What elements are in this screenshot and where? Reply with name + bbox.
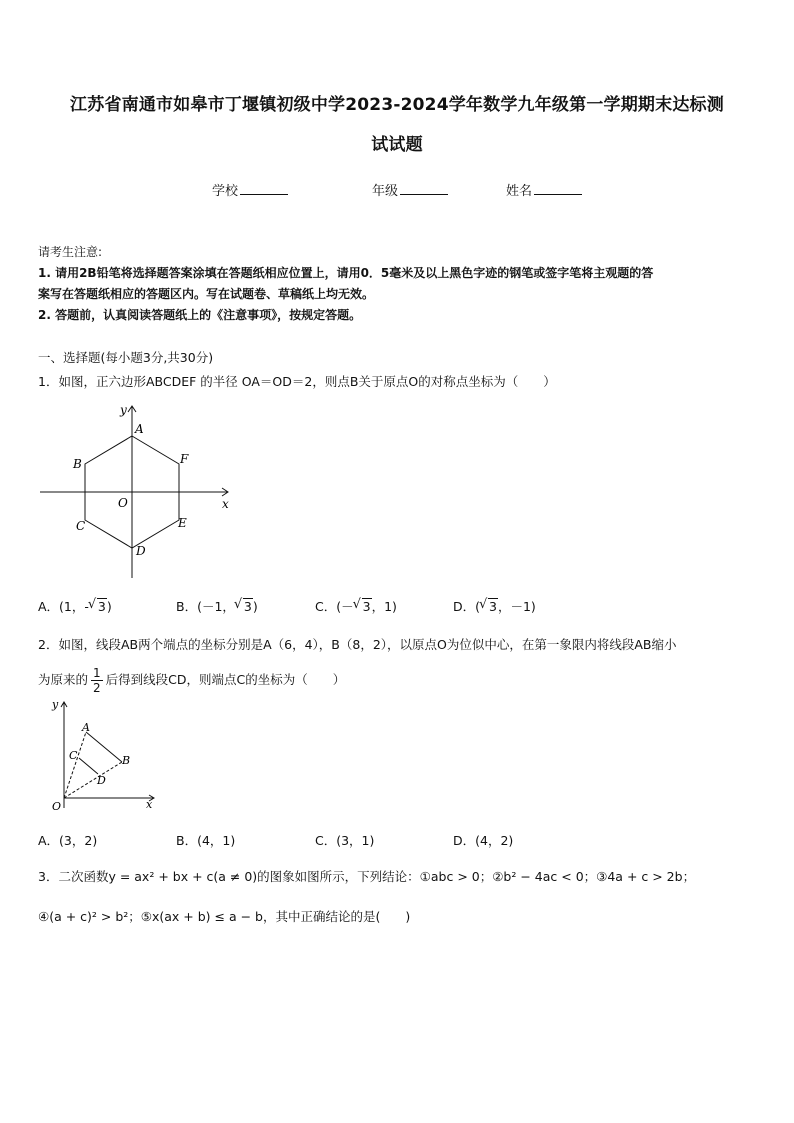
q3-line1: 3．二次函数y = ax² + bx + c(a ≠ 0)的图象如图所示，下列结论：①abc > 0；②b² − 4ac < 0；③4a + c > 2b；	[38, 869, 696, 884]
section-title: 一、选择题(每小题3分,共30分)	[38, 350, 214, 365]
q1-label-x: x	[222, 497, 229, 511]
q2-label-B: B	[122, 754, 131, 767]
q2-label-y: y	[52, 698, 59, 711]
q2-fraction: $\frac{1}{2}$	[93, 666, 101, 695]
notice-item1: 1. 请用2B铅笔将选择题答案涂填在答题纸相应位置上，请用0．5毫米及以上黑色字迹的钢笔或签字笔将主观题的答	[38, 266, 654, 280]
school-blank[interactable]	[240, 182, 288, 195]
q2-label-C: C	[69, 749, 78, 762]
q2-label-x: x	[146, 798, 153, 811]
notice-item2: 2. 答题前，认真阅读答题纸上的《注意事项》，按规定答题。	[38, 308, 362, 322]
q2-option-d[interactable]: D．(4，2)	[453, 833, 514, 848]
q2-option-c[interactable]: C．(3，1)	[315, 833, 375, 848]
q1-label-y: y	[120, 403, 127, 417]
notice-item1-cont: 案写在答题纸相应的答题区内。写在试题卷、草稿纸上均无效。	[38, 287, 375, 301]
exam-title-line1: 江苏省南通市如皋市丁堰镇初级中学2023-2024学年数学九年级第一学期期末达标测	[70, 95, 724, 115]
school-field[interactable]	[212, 180, 288, 199]
q2-option-a[interactable]: A．(3，2)	[38, 833, 98, 848]
q1-label-F: F	[180, 452, 189, 466]
q2-label-D: D	[97, 774, 106, 787]
grade-field[interactable]	[372, 180, 448, 199]
q2-label-O: O	[52, 800, 62, 813]
name-field[interactable]	[506, 180, 582, 199]
q1-label-O: O	[118, 496, 128, 510]
q1-label-A: A	[135, 422, 144, 436]
q1-option-d[interactable]: D．(√ 3，－1)	[453, 597, 536, 615]
q2-segment-AB	[86, 732, 122, 762]
name-blank[interactable]	[534, 182, 582, 195]
grade-blank[interactable]	[400, 182, 448, 195]
q2-option-b[interactable]: B．(4，1)	[176, 833, 236, 848]
q1-label-C: C	[76, 519, 86, 533]
q1-label-D: D	[136, 544, 146, 558]
q2-label-A: A	[82, 721, 90, 734]
q2-segment-CD	[79, 758, 98, 774]
exam-title-line2: 试试题	[371, 135, 423, 155]
q2-stem-line1: 2．如图，线段AB两个端点的坐标分别是A（6，4），B（8，2），以原点O为位似中心，在第一象限内将线段AB缩小	[38, 637, 677, 652]
name-label: 姓名	[506, 184, 533, 199]
notice-block	[38, 242, 758, 326]
q2-figure	[42, 698, 162, 816]
q1-option-a[interactable]: A．(1，-√ 3)	[38, 597, 112, 615]
notice-heading: 请考生注意:	[38, 245, 103, 259]
q1-option-c[interactable]: C．(－√ 3，1)	[315, 597, 397, 615]
q1-label-E: E	[178, 516, 187, 530]
q1-option-b[interactable]: B．(－1，√ 3)	[176, 597, 258, 615]
school-label: 学校	[212, 184, 239, 199]
q1-hexagon-figure	[36, 400, 236, 582]
q2-line-OA	[64, 732, 86, 798]
q2-line-OB	[64, 762, 122, 798]
q3-line2: ④(a + c)² > b²；⑤x(ax + b) ≤ a − b，其中正确结论的是( )	[38, 909, 411, 924]
q1-label-B: B	[73, 457, 82, 471]
grade-label: 年级	[372, 184, 399, 199]
q2-stem-line2: 为原来的 $\frac{1}{2}$ 后得到线段CD，则端点C的坐标为（ ）	[38, 666, 346, 695]
q1-stem: 1．如图，正六边形ABCDEF 的半径 OA＝OD＝2，则点B关于原点O的对称点坐标为（ ）	[38, 374, 556, 389]
